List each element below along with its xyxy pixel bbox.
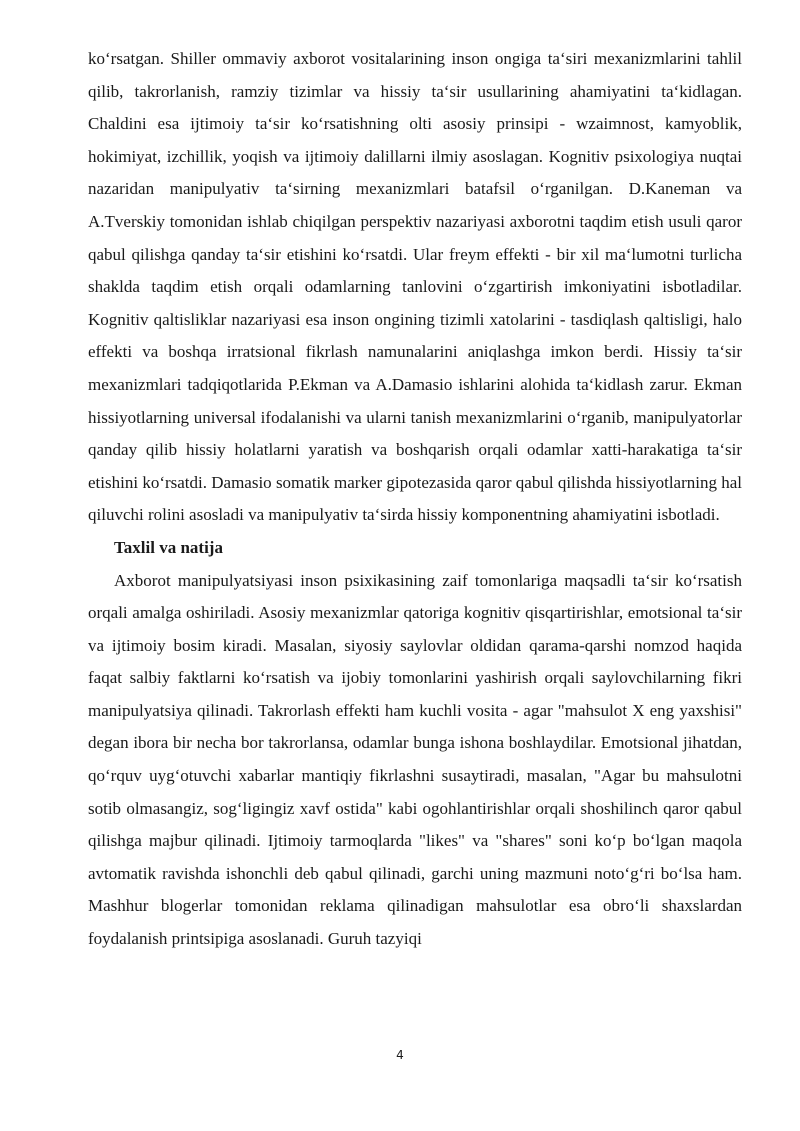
body-paragraph-2: Axborot manipulyatsiyasi inson psixikasining zaif tomonlariga maqsadli ta‘sir ko‘rsatish orqali amalga oshiriladi. Asosiy mexanizmlar qatoriga kognitiv qisqartirishlar, emotsional ta‘sir va ijtimoiy bosim kiradi. Masalan, siyosiy saylovlar oldidan qarama-qarshi nomzod haqida faqat salbiy faktlarni ko‘rsatish va ijobiy tomonlarini yashirish orqali saylovchilarning fikri manipulyatsiya qilinadi. Takrorlash effekti ham kuchli vosita - agar "mahsulot X eng yaxshisi" degan ibora bir necha bor takrorlansa, odamlar bunga ishona boshlaydilar. Emotsional jihatdan, qo‘rquv uyg‘otuvchi xabarlar mantiqiy fikrlashni susaytiradi, masalan, "Agar bu mahsulotni sotib olmasangiz, sog‘ligingiz xavf ostida" kabi ogohlantirishlar orqali shoshilinch qaror qabul qilishga majbur qilinadi. Ijtimoiy tarmoqlarda "likes" va "shares" soni ko‘p bo‘lgan maqola avtomatik ravishda ishonchli deb qabul qilinadi, garchi uning mazmuni noto‘g‘ri bo‘lsa ham. Mashhur blogerlar tomonidan reklama qilinadigan mahsulotlar esa obro‘li shaxslardan foydalanish printsipiga asoslanadi. Guruh tazyiqi <box>88 570 742 949</box>
section-heading: Taxlil va natija <box>114 537 223 557</box>
document-page <box>88 43 742 956</box>
body-paragraph-1: ko‘rsatgan. Shiller ommaviy axborot vositalarining inson ongiga ta‘siri mexanizmlarini tahlil qilib, takrorlanish, ramziy tizimlar va hissiy ta‘sir usullarining ahamiyatini ta‘kidlagan. Chaldini esa ijtimoiy ta‘sir ko‘rsatishning olti asosiy prinsipi - wzaimnost, kamyoblik, hokimiyat, izchillik, yoqish va ijtimoiy dalillarni ilmiy asoslagan. Kognitiv psixologiya nuqtai nazaridan manipulyativ ta‘sirning mexanizmlari batafsil o‘rganilgan. D.Kaneman va A.Tverskiy tomonidan ishlab chiqilgan perspektiv nazariyasi axborotni taqdim etish usuli qaror qabul qilishga qanday ta‘sir etishini ko‘rsatdi. Ular freym effekti - bir xil ma‘lumotni turlicha shaklda taqdim etish orqali odamlarning tanlovini o‘zgartirish imkoniyatini isbotladilar. Kognitiv qaltisliklar nazariyasi esa inson ongining tizimli xatolarini - tasdiqlash qaltisligi, halo effekti va boshqa irratsional fikrlash namunalarini aniqlashga imkon berdi. Hissiy ta‘sir mexanizmlari tadqiqotlarida P.Ekman va A.Damasio ishlarini alohida ta‘kidlash zarur. Ekman hissiyotlarning universal ifodalanishi va ularni tanish mexanizmlarini o‘rganib, manipulyatorlar qanday qilib hissiy holatlarni yaratish va boshqarish orqali odamlar xatti-harakatiga ta‘sir etishini ko‘rsatdi. Damasio somatik marker gipotezasida qaror qabul qilishda hissiyotlarning hal qiluvchi rolini asosladi va manipulyativ ta‘sirda hissiy komponentning ahamiyatini isbotladi. <box>88 49 742 525</box>
page-number: 4 <box>396 1048 404 1062</box>
